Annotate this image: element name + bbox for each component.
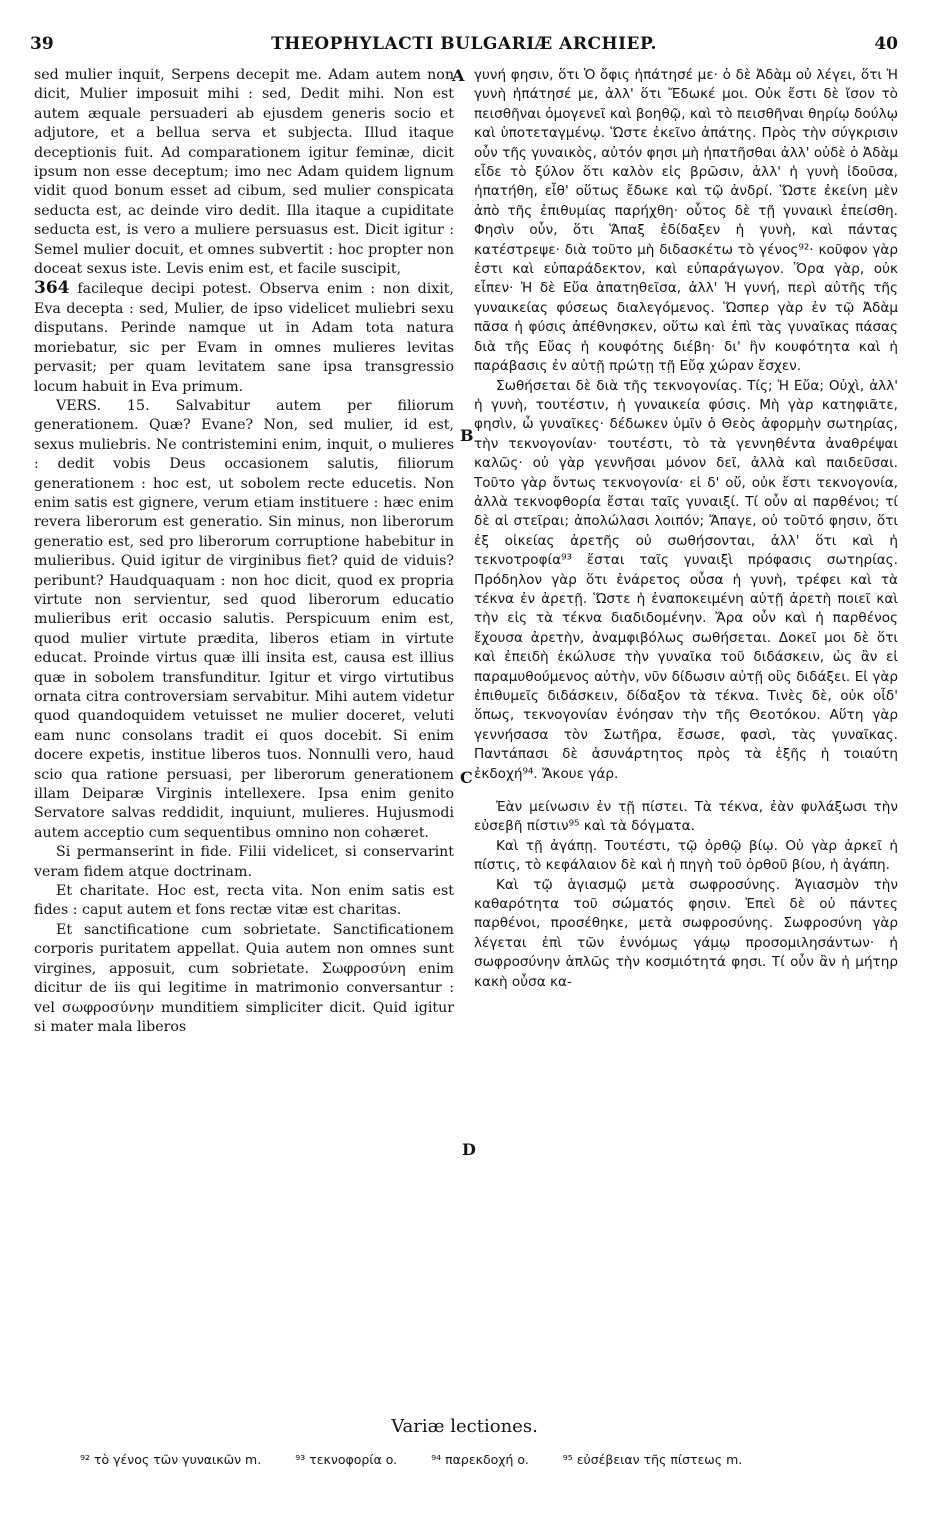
greek-paragraph-5: Καὶ τῷ ἁγιασμῷ μετὰ σωφροσύνης. Ἁγιασμὸν τὴν καθαρότητα τοῦ σώματός φησιν. Ἐπεὶ δὲ οὐ πάντες παρθένοι, προσέθηκε, μετὰ σωφροσύνης. Σωφροσύνη γὰρ λέγεται ἐπὶ τῶν ἐννόμως γάμῳ προσομιλησάντων· ἡ σωφροσύνην ἁπλῶς τὴν κοσμιότητά φησι. Τί οὖν ἂν ἡ μήτηρ κακὴ οὖσα κα- [474,876,898,990]
section-marker-a: A [452,66,465,85]
latin-column [34,66,454,1037]
greek-paragraph-2: Σωθήσεται δὲ διὰ τῆς τεκνογονίας. Τίς; Ἡ Εὔα; Οὐχὶ, ἀλλ' ἡ γυνὴ, τουτέστιν, ἡ γυναικεία φύσις. Μὴ γὰρ κατηφιᾶτε, φησὶν, ὦ γυναῖκες· δέδωκεν ὑμῖν ὁ Θεὸς ἀφορμὴν σωτηρίας, τὴν τεκνογονίαν· τουτέστι, τὸ τὰ γεννηθέντα ἀναθρέψαι καλῶς· οὐ γὰρ γεννῆσαι μόνον δεῖ, ἀλλὰ καὶ παιδεῦσαι. Τοῦτο γὰρ ὄντως τεκνογονία· εἰ δ' οὔ, οὐκ ἔστι τεκνογονία, ἀλλὰ τεκνοφθορία ἔσται ταῖς γυναιξί. Τί οὖν αἱ παρθένοι; τί δὲ αἱ στεῖραι; ἀπολώλασι λοιπόν; Ἄπαγε, οὐ τοῦτό φησιν, ὅτι ἐξ οἰκείας ἀρετῆς οὐ σωθήσονται, ἀλλ' ὅτι καὶ ἡ τεκνοτροφία⁹³ ἔσται ταῖς γυναιξὶ πρόφασις σωτηρίας. Πρόδηλον γὰρ ὅτι ἐνάρετος οὖσα ἡ γυνὴ, τρέφει καὶ τὰ τέκνα ἐν ἀρετῇ. Ὥστε ἡ ἐναποκειμένη αὐτῇ ἀρετὴ ποιεῖ καὶ τὴν εἰς τὰ τέκνα διαδιδομένην. Ἄρα οὖν καὶ ἡ παρθένος ἔχουσα ἀρετὴν, ἀναμφιβόλως σωθήσεται. Δοκεῖ μοι δὲ ὅτι καὶ ἐπειδὴ ἐκώλυσε τὴν γυναῖκα τοῦ διδάσκειν, ὡς ἂν εἰ παραμυθούμενος αὐτὴν, νῦν δίδωσιν αὐτῇ οὓς διδάξει. Εἰ γὰρ ἐπιθυμεῖς διδάσκειν, δίδαξον τὰ τέκνα. Τινὲς δὲ, οὐκ οἶδ' ὅπως, τεκνογονίαν ἐνόησαν τὴν τῆς Θεοτόκου. Αὕτη γὰρ γεννήσασα τὸν Σωτῆρα, ἔσωσε, φασὶ, τὰς γυναῖκας. Παντάπασι δὲ ἀσυνάρτητος πρὸς τὰ ἑξῆς ἡ τοιαύτη ἐκδοχή⁹⁴. Ἄκουε γάρ. [474,377,898,782]
latin-paragraph-1: sed mulier inquit, Serpens decepit me. Adam autem non dicit, Mulier imposuit mihi : sed, Dedit mihi. Non est autem æquale persuaderi ab ejusdem generis socio et adjutore, et a bellua serva et subjecta. Illud itaque deceptionis fuit. Ad comparationem igitur feminæ, dicit ipsum non esse deceptum; imo nec Adam quidem lignum vidit quod bonum esset ad cibum, sed mulier conspicata seducta est, ac deinde viro dedit. Illa itaque a cupiditate seducta est, is vero a muliere persuasus est. Dicit igitur : Semel mulier docuit, et omnes subvertit : hoc propter non doceat sexus iste. Levis enim est, et facile suscipit, [34,67,454,278]
latin-paragraph-1b [34,279,454,396]
greek-paragraph-3: Ἐὰν μείνωσιν ἐν τῇ πίστει. Τὰ τέκνα, ἐὰν φυλάξωσι τὴν εὐσεβῆ πίστιν⁹⁵ καὶ τὰ δόγματα. [474,799,898,835]
column-number-364: 364 [34,278,70,299]
latin-paragraph-1b-text: facileque decipi potest. Observa enim : non dixit, Eva decepta : sed, Mulier, de ipso videlicet muliebri sexu disputans. Perinde namque ut in Adam tota natura moriebatur, sic per Evam in omnes mulieres levitas pervasit; per quam levitatem sane ipsa transgressio locum habuit in Eva primum. [34,281,454,395]
latin-paragraph-5: Et sanctificatione cum sobrietate. Sanctificationem corporis puritatem appellat. Quia autem non omnes sunt virgines, apposuit, cum sobrietate. Σωφροσύνη enim dicitur de iis qui legitime in matrimonio conversantur : vel σωφροσύνην munditiem simpliciter dicit. Quid igitur si mater mala liberos [34,921,454,1035]
page-number-right: 40 [874,34,898,54]
variant-note: ⁹² τὸ γένος τῶν γυναικῶν m. [80,1452,262,1467]
variant-note: ⁹⁵ εὐσέβειαν τῆς πίστεως m. [562,1452,743,1467]
variae-lectiones-title: Variæ lectiones. [391,1416,538,1437]
latin-paragraph-2: VERS. 15. Salvabitur autem per filiorum generationem. Quæ? Evane? Non, sed mulier, id est, sexus muliebris. Ne contristemini enim, inquit, o mulieres : dedit vobis Deus occasionem salutis, filiorum generationem : hoc est, ut sobolem recte educetis. Non enim satis est gignere, verum etiam instituere : hæc enim revera liberorum est generatio. Sin minus, non liberorum generatio est, sed pro liberorum corruptione habebitur in mulieribus. Quid igitur de virginibus fiet? quid de viduis? peribunt? Haudquaquam : non hoc dicit, quod ex propria virtute non servientur, sed quod liberorum educatio mulieribus erit occasio salutis. Perspicuum enim est, quod mulier virtute prædita, liberos etiam in virtute educat. Proinde virtus quæ illi insita est, causa est illius quæ in sobolem transfunditur. Igitur et virgo virtutibus ornata citra controversiam servabitur. Mihi autem videtur quod quandoquidem vetuisset ne mulier doceret, veluti eam nunc consolans tradit ei quos docebit. Si enim docere expetis, institue liberos tuos. Nonnulli vero, haud scio qua ratione persuasi, per liberorum generationem illam Deiparæ Virginis intellexere. Ipsa enim genito Servatore salvas reddidit, inquiunt, mulieres. Hujusmodi autem acceptio cum sequentibus omnino non cohæret. [34,397,454,841]
variant-note: ⁹⁴ παρεκδοχή o. [431,1452,529,1467]
greek-paragraph-4: Καὶ τῇ ἀγάπῃ. Τουτέστι, τῷ ὀρθῷ βίῳ. Οὐ γὰρ ἀρκεῖ ἡ πίστις, τὸ κεφάλαιον δὲ καὶ ἡ πηγὴ τοῦ ὀρθοῦ βίου, ἡ ἀγάπη. [474,837,898,874]
running-header [30,34,898,64]
running-title: THEOPHYLACTI BULGARIÆ ARCHIEP. [271,34,657,54]
page-number-left: 39 [30,34,54,54]
section-marker-d: D [462,1140,476,1159]
variant-note: ⁹³ τεκνοφορία o. [295,1452,398,1467]
variant-notes [80,1452,900,1467]
greek-paragraph-1: γυνή φησιν, ὅτι Ὁ ὄφις ἠπάτησέ με· ὁ δὲ Ἀδὰμ οὐ λέγει, ὅτι Ἡ γυνὴ ἠπάτησέ με, ἀλλ' ὅτι Ἔδωκέ μοι. Οὐκ ἔστι δὲ ἴσον τὸ πεισθῆναι ὁμογενεῖ καὶ βοηθῷ, καὶ τὸ πεισθῆναι θηρίῳ δούλῳ καὶ ὑποτεταγμένῳ. Ὥστε ἐκεῖνο ἀπάτης. Πρὸς τὴν σύγκρισιν οὖν τῆς γυναικὸς, αὐτόν φησι μὴ ἠπατῆσθαι ἀλλ' οὐδὲ ὁ Ἀδὰμ εἶδε τὸ ξύλον ὅτι καλὸν εἰς βρῶσιν, ἀλλ' ἡ γυνὴ ἰδοῦσα, ἠπατήθη, εἶθ' οὕτως ἔδωκε καὶ τῷ ἀνδρί. Ὥστε ἐκείνη μὲν ἀπὸ τῆς ἐπιθυμίας παρήχθη· οὗτος δὲ τῇ γυναικὶ ἐπείσθη. Φησὶν οὖν, ὅτι Ἅπαξ ἐδίδαξεν ἡ γυνὴ, καὶ πάντας κατέστρεψε· διὰ τοῦτο μὴ διδασκέτω τὸ γένος⁹²· κοῦφον γὰρ ἐστι καὶ εὐπαράδεκτον, καὶ εὐπαράγωγον. Ὅρα γὰρ, οὐκ εἶπεν· Ἡ δὲ Εὔα ἀπατηθεῖσα, ἀλλ' Ἡ γυνή, περὶ αὐτῆς τῆς γυναικείας φύσεως διαλεγόμενος. Ὥσπερ γὰρ ἐν τῷ Ἀδὰμ πᾶσα ἡ φύσις ἀπέθνησκεν, οὕτω καὶ ἐπὶ τὰς γυναῖκας πάσας διὰ τῆς Εὔας ἡ κουφότης διέβη· δι' ἣν κουφότητα καὶ ἡ παράβασις ἐν αὐτῇ πρώτῃ τῇ Εὔᾳ χώραν ἔσχεν. [474,67,898,375]
column-gap [474,784,898,798]
greek-column [474,66,898,992]
section-marker-c: C [460,768,473,787]
latin-paragraph-3: Si permanserint in fide. Filii videlicet, si conservarint veram fidem atque doctrinam. [34,844,454,880]
latin-paragraph-4: Et charitate. Hoc est, recta vita. Non enim satis est fides : caput autem et fons rectæ vitæ est charitas. [34,883,454,919]
section-marker-b: B [460,426,474,445]
